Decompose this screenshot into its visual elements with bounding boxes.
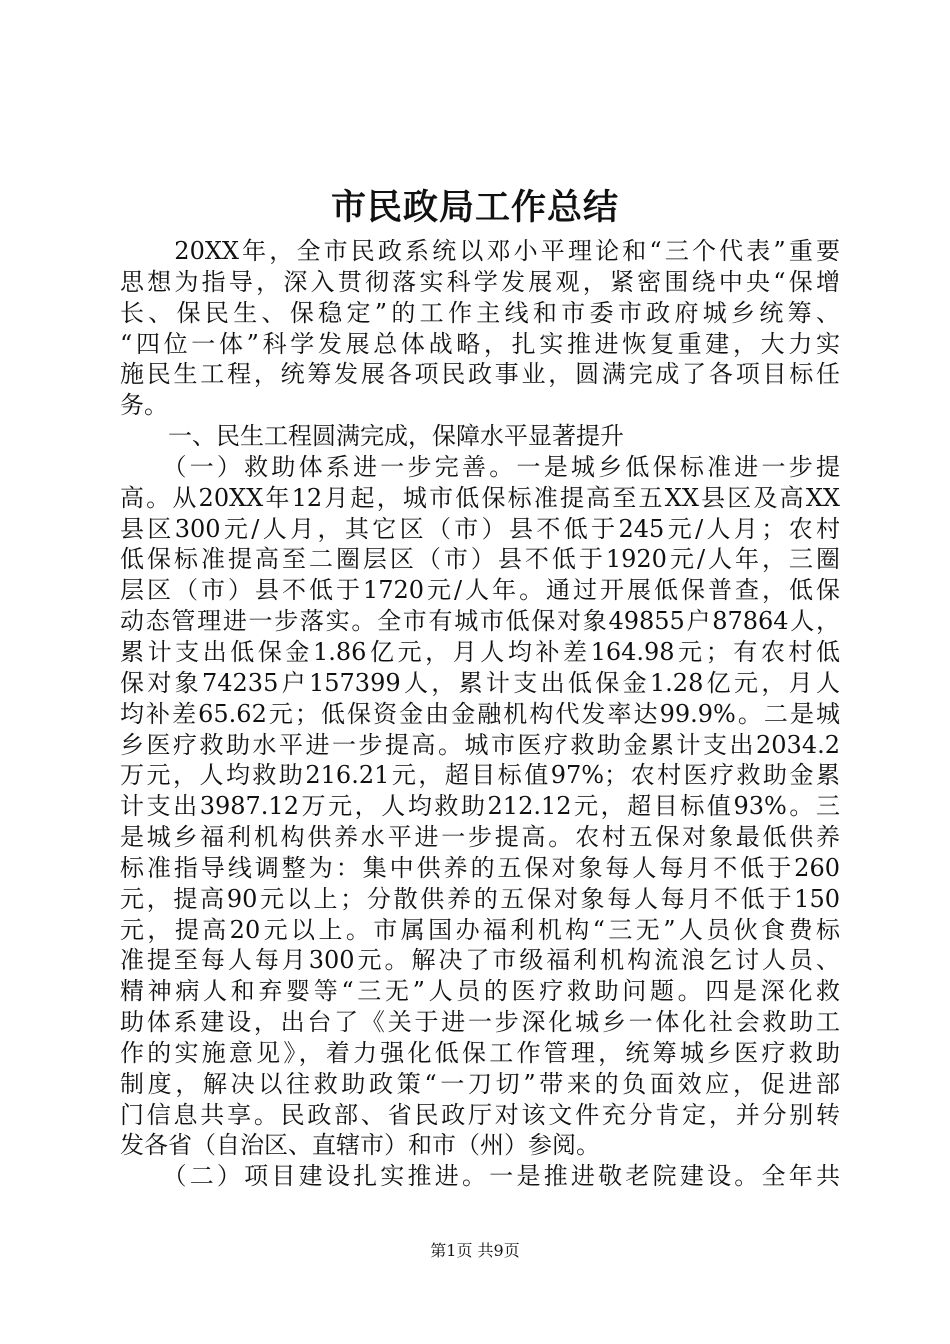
text-line: 计支出3987.12万元，人均救助212.12元，超目标值93%。三 [120, 792, 840, 821]
text-line: 一、民生工程圆满完成，保障水平显著提升 [120, 422, 624, 451]
text-line: 高。从20XX年12月起，城市低保标准提高至五XX县区及高XX [120, 483, 840, 512]
text-line: 精神病人和弃婴等“三无”人员的医疗救助问题。四是深化救 [120, 977, 840, 1006]
text-line: “四位一体”科学发展总体战略，扎实推进恢复重建，大力实 [120, 329, 840, 358]
text-line: （一）救助体系进一步完善。一是城乡低保标准进一步提 [120, 452, 840, 481]
text-line: 思想为指导，深入贯彻落实科学发展观，紧密围绕中央“保增 [120, 267, 840, 296]
text-line: 20XX年，全市民政系统以邓小平理论和“三个代表”重要 [120, 237, 840, 265]
text-line: 县区300元/人月，其它区（市）县不低于245元/人月；农村 [120, 514, 840, 543]
text-line: 累计支出低保金1.86亿元，月人均补差164.98元；有农村低 [120, 637, 840, 666]
text-line: 制度，解决以往救助政策“一刀切”带来的负面效应，促进部 [120, 1069, 840, 1098]
document-title: 市民政局工作总结 [330, 187, 619, 228]
text-line: 准提至每人每月300元。解决了市级福利机构流浪乞讨人员、 [120, 946, 840, 975]
text-line: 是城乡福利机构供养水平进一步提高。农村五保对象最低供养 [120, 823, 840, 852]
text-line: 均补差65.62元；低保资金由金融机构代发率达99.9%。二是城 [120, 699, 840, 728]
text-line: 作的实施意见》，着力强化低保工作管理，统筹城乡医疗救助 [120, 1038, 840, 1067]
text-line: 动态管理进一步落实。全市有城市低保对象49855户87864人， [120, 607, 840, 636]
text-line: 长、保民生、保稳定”的工作主线和市委市政府城乡统筹、 [120, 298, 840, 327]
text-line: 层区（市）县不低于1720元/人年。通过开展低保普查，低保 [120, 576, 840, 605]
text-line: 低保标准提高至二圈层区（市）县不低于1920元/人年，三圈 [120, 545, 840, 574]
text-line: 元，提高20元以上。市属国办福利机构“三无”人员伙食费标 [120, 915, 840, 944]
text-line: 乡医疗救助水平进一步提高。城市医疗救助金累计支出2034.2 [120, 730, 840, 759]
text-line: 门信息共享。民政部、省民政厅对该文件充分肯定，并分别转 [120, 1100, 840, 1129]
document-body [120, 236, 840, 1192]
text-line: 标准指导线调整为：集中供养的五保对象每人每月不低于260 [120, 853, 840, 882]
text-line: 发各省（自治区、直辖市）和市（州）参阅。 [120, 1131, 600, 1160]
text-line: 元，提高90元以上；分散供养的五保对象每人每月不低于150 [120, 884, 840, 913]
text-line: （二）项目建设扎实推进。一是推进敬老院建设。全年共 [120, 1162, 840, 1191]
text-line: 施民生工程，统筹发展各项民政事业，圆满完成了各项目标任 [120, 360, 840, 389]
text-line: 保对象74235户157399人，累计支出低保金1.28亿元，月人 [120, 668, 840, 697]
page-footer: 第1页 共9页 [430, 1241, 520, 1260]
text-line: 万元，人均救助216.21元，超目标值97%；农村医疗救助金累 [120, 761, 840, 790]
text-line: 助体系建设，出台了《关于进一步深化城乡一体化社会救助工 [120, 1008, 840, 1037]
text-line: 务。 [120, 391, 168, 420]
